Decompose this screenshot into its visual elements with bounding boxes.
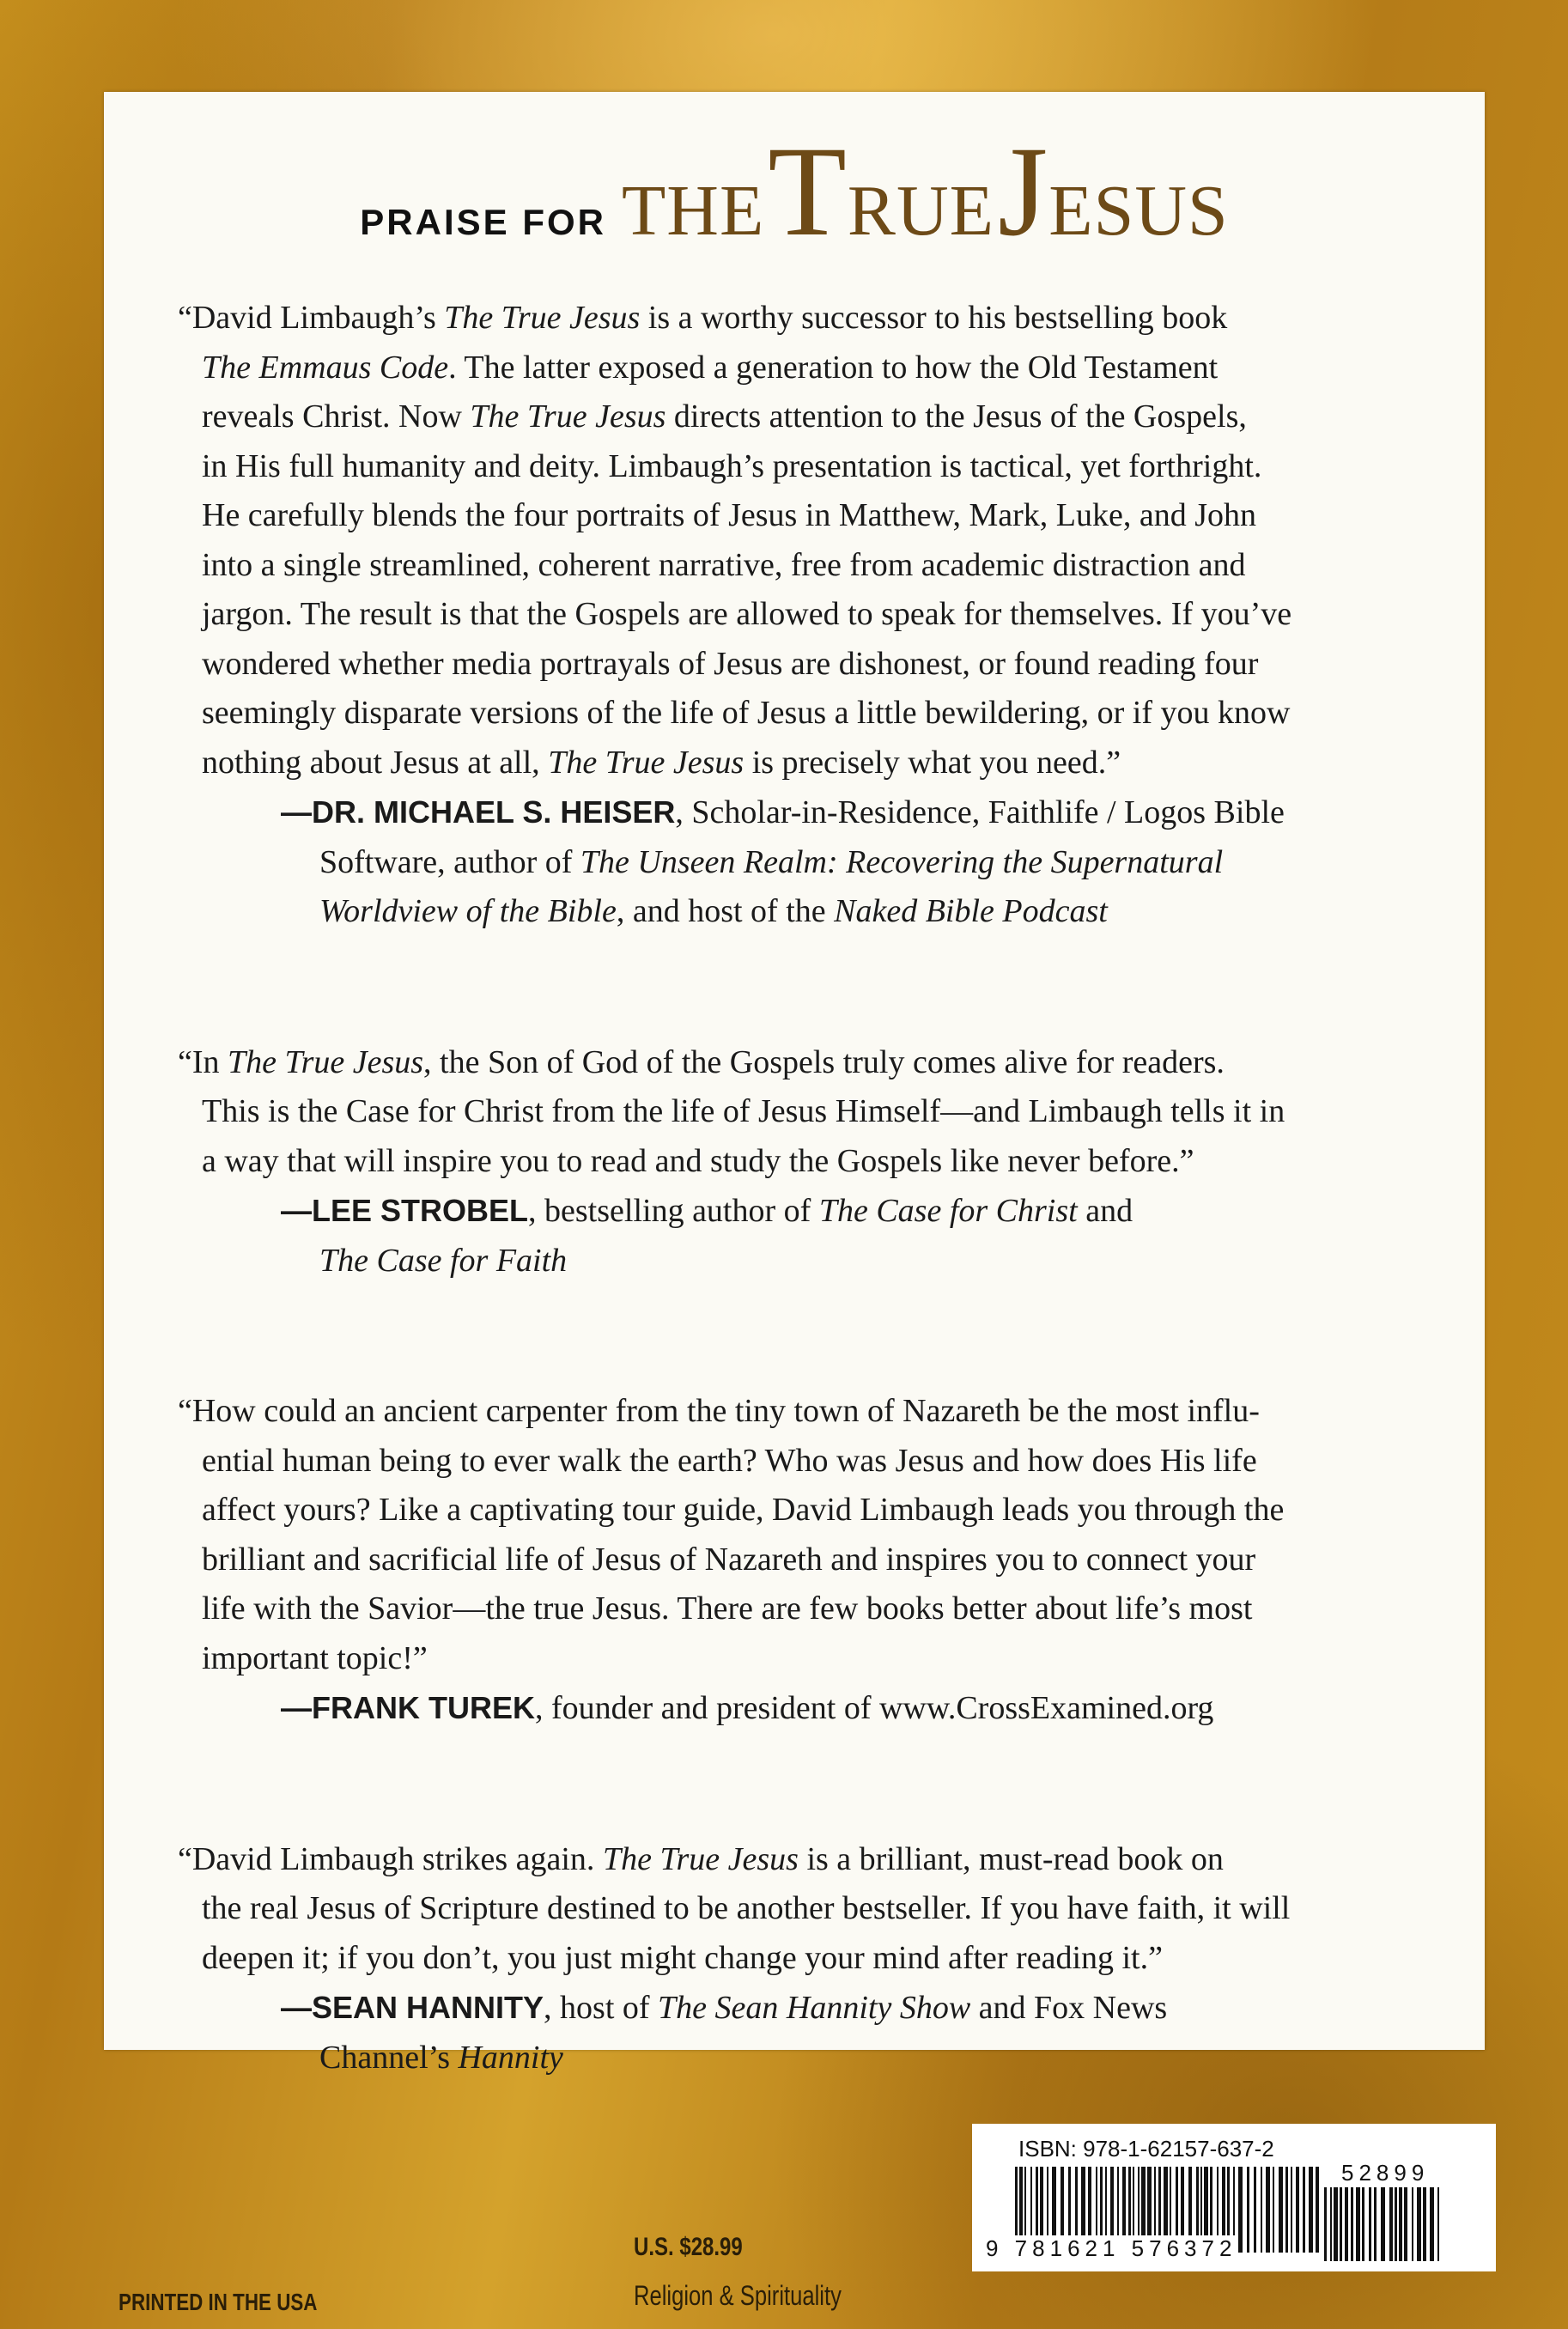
quote-text: is precisely what you need.” [744, 744, 1121, 781]
quote-line [178, 787, 1483, 838]
printed-in-usa: PRINTED IN THE USA [119, 2289, 318, 2315]
quote-line [178, 1486, 1483, 1535]
quote-text: “David Limbaugh strikes again. [178, 1840, 603, 1877]
barcode-bar [1417, 2187, 1421, 2261]
quote-line [178, 1186, 1483, 1237]
quote-text: in His full humanity and deity. Limbaugh’s presentation is tactical, yet forthright. [202, 447, 1262, 484]
barcode-bar [1404, 2187, 1407, 2261]
quote-text: “In [178, 1043, 228, 1080]
barcode-bar [1334, 2187, 1338, 2261]
quote-line [178, 739, 1483, 788]
quote-line [178, 590, 1483, 640]
quote-text: jargon. The result is that the Gospels are allowed to speak for themselves. If you’ve [202, 596, 1292, 632]
quote-line [178, 294, 1483, 344]
italic-title: Worldview of the Bible [319, 893, 617, 929]
quote-text: into a single streamlined, coherent narrative, free from academic distraction and [202, 546, 1246, 583]
barcode-bar [1238, 2167, 1243, 2253]
quote-text: nothing about Jesus at all, [202, 744, 549, 781]
barcode-bar [1399, 2187, 1402, 2261]
quote-line [178, 838, 1483, 888]
page-title [104, 120, 1485, 263]
quote-text: Channel’s [319, 2039, 459, 2076]
barcode-bar [1423, 2187, 1426, 2261]
quote-text: “David Limbaugh’s [178, 300, 445, 336]
barcode-bar [1389, 2187, 1393, 2261]
quote-text: important topic!” [202, 1639, 428, 1676]
quote-text: deepen it; if you don’t, you just might change your mind after reading it.” [202, 1939, 1163, 1976]
quote-text: and [1077, 1193, 1133, 1229]
quote-text: , the Son of God of the Gospels truly comes alive for readers. [423, 1043, 1225, 1080]
quote-line [178, 1884, 1483, 1934]
endorsement [178, 1038, 1483, 1286]
quote-text: reveals Christ. Now [202, 398, 471, 435]
quote-text: directs attention to the Jesus of the Gospels, [665, 398, 1247, 435]
quote-text: seemingly disparate versions of the life of Jesus a little bewildering, or if you know [202, 695, 1291, 731]
endorsement [178, 1835, 1483, 2083]
price-barcode-bars [1324, 2187, 1443, 2261]
quote-line [178, 1087, 1483, 1137]
barcode-bar [1266, 2167, 1270, 2253]
barcode [972, 2124, 1496, 2271]
quote-text: This is the Case for Christ from the life of Jesus Himself—and Limbaugh tells it in [202, 1093, 1285, 1129]
endorsement [178, 294, 1483, 937]
quote-line [178, 1983, 1483, 2034]
barcode-bar [1437, 2187, 1439, 2261]
quote-text: life with the Savior—the true Jesus. There are few books better about life’s most [202, 1590, 1253, 1627]
barcode-bar [1285, 2167, 1288, 2253]
barcode-bar [1296, 2167, 1299, 2253]
title-rue: RUE [847, 171, 994, 251]
quote-line [178, 1038, 1483, 1088]
quote-text: Software, author of [319, 843, 580, 880]
quote-text: , bestselling author of [528, 1193, 819, 1229]
barcode-bar [1303, 2167, 1305, 2253]
italic-title: The True Jesus [228, 1043, 424, 1080]
barcode-bar [1324, 2187, 1327, 2261]
italic-title: The Unseen Realm: Recovering the Supernatural [580, 843, 1224, 880]
endorsement [178, 1387, 1483, 1734]
quote-line [178, 392, 1483, 442]
quote-line [178, 887, 1483, 937]
quote-line [178, 491, 1483, 541]
quote-text: and Fox News [970, 1990, 1168, 2026]
title-the: THE [621, 171, 765, 251]
quote-line [178, 1387, 1483, 1437]
endorser-name: —DR. MICHAEL S. HEISER [281, 794, 676, 830]
quote-line [178, 541, 1483, 591]
italic-title: The True Jesus [444, 300, 641, 336]
quote-line [178, 1137, 1483, 1187]
quote-line [178, 1237, 1483, 1286]
barcode-bar [1374, 2187, 1377, 2261]
quote-text: is a brilliant, must-read book on [798, 1840, 1224, 1877]
quote-text: the real Jesus of Scripture destined to be another bestseller. If you have faith, it will [202, 1890, 1291, 1926]
price-code: 52899 [1341, 2160, 1430, 2186]
isbn: ISBN: 978-1-62157-637-2 [1018, 2136, 1274, 2162]
barcode-bar [1381, 2187, 1385, 2261]
barcode-bar [1261, 2167, 1262, 2253]
barcode-bar [1369, 2187, 1371, 2261]
quote-text: , founder and president of www.CrossExamined.org [534, 1690, 1214, 1726]
quote-line [178, 2034, 1483, 2083]
italic-title: The True Jesus [548, 744, 744, 781]
quote-line [178, 640, 1483, 690]
barcode-number: 9 781621 576372 [986, 2235, 1237, 2261]
quote-text: , and host of the [616, 893, 835, 929]
italic-title: The Sean Hannity Show [658, 1990, 971, 2026]
praise-for-label: PRAISE FOR [360, 202, 606, 242]
quote-text: He carefully blends the four portraits of Jesus in Matthew, Mark, Luke, and John [202, 497, 1257, 533]
price: U.S. $28.99 [634, 2233, 743, 2261]
barcode-bar [1330, 2187, 1332, 2261]
barcode-bar [1356, 2187, 1360, 2261]
quote-text: a way that will inspire you to read and study the Gospels like never before.” [202, 1142, 1194, 1179]
quote-line [178, 689, 1483, 739]
quote-text: , host of [544, 1990, 659, 2026]
endorser-name: —SEAN HANNITY [281, 1990, 544, 2025]
italic-title: Hannity [458, 2039, 563, 2076]
quote-line [178, 344, 1483, 393]
endorser-name: —LEE STROBEL [281, 1193, 529, 1228]
quote-line [178, 1835, 1483, 1885]
quote-line [178, 1535, 1483, 1585]
quote-text: ential human being to ever walk the earth? Who was Jesus and how does His life [202, 1442, 1257, 1479]
endorsements [178, 294, 1483, 2083]
italic-title: The Case for Faith [319, 1242, 568, 1279]
barcode-bar [1351, 2187, 1353, 2261]
quote-line [178, 1584, 1483, 1634]
endorser-name: —FRANK TUREK [281, 1690, 535, 1725]
quote-text: brilliant and sacrificial life of Jesus of Nazareth and inspires you to connect your [202, 1541, 1256, 1578]
quote-line [178, 442, 1483, 492]
barcode-bar [1254, 2167, 1256, 2253]
barcode-bar [1345, 2187, 1348, 2261]
barcode-bar [1309, 2167, 1313, 2253]
title-esus: ESUS [1048, 171, 1229, 251]
title-j: J [997, 120, 1049, 263]
barcode-bar [1247, 2167, 1249, 2253]
italic-title: The True Jesus [470, 398, 666, 435]
quote-line [178, 1437, 1483, 1487]
barcode-bar [1279, 2167, 1283, 2253]
quote-line [178, 1683, 1483, 1734]
quote-text: . The latter exposed a generation to how the Old Testament [448, 349, 1219, 386]
barcode-bar [1430, 2187, 1434, 2261]
quote-text: is a worthy successor to his bestselling book [640, 300, 1228, 336]
quote-line [178, 1634, 1483, 1684]
italic-title: The Case for Christ [818, 1193, 1078, 1229]
quote-line [178, 1934, 1483, 1984]
barcode-bar [1273, 2167, 1274, 2253]
barcode-bar [1362, 2187, 1364, 2261]
italic-title: Naked Bible Podcast [834, 893, 1108, 929]
italic-title: The Emmaus Code [202, 349, 449, 386]
quote-text: “How could an ancient carpenter from the tiny town of Nazareth be the most influ- [178, 1393, 1260, 1429]
barcode-bar [1316, 2167, 1319, 2253]
italic-title: The True Jesus [602, 1840, 799, 1877]
barcode-bar [1412, 2187, 1413, 2261]
barcode-bar [1395, 2187, 1397, 2261]
barcode-bar [1291, 2167, 1292, 2253]
barcode-bar [1340, 2187, 1342, 2261]
title-t: T [768, 120, 848, 263]
quote-text: , Scholar-in-Residence, Faithlife / Logos Bible [675, 794, 1285, 830]
quote-text: wondered whether media portrayals of Jesus are dishonest, or found reading four [202, 645, 1259, 682]
category: Religion & Spirituality [634, 2280, 842, 2311]
quote-text: affect yours? Like a captivating tour guide, David Limbaugh leads you through the [202, 1492, 1285, 1528]
